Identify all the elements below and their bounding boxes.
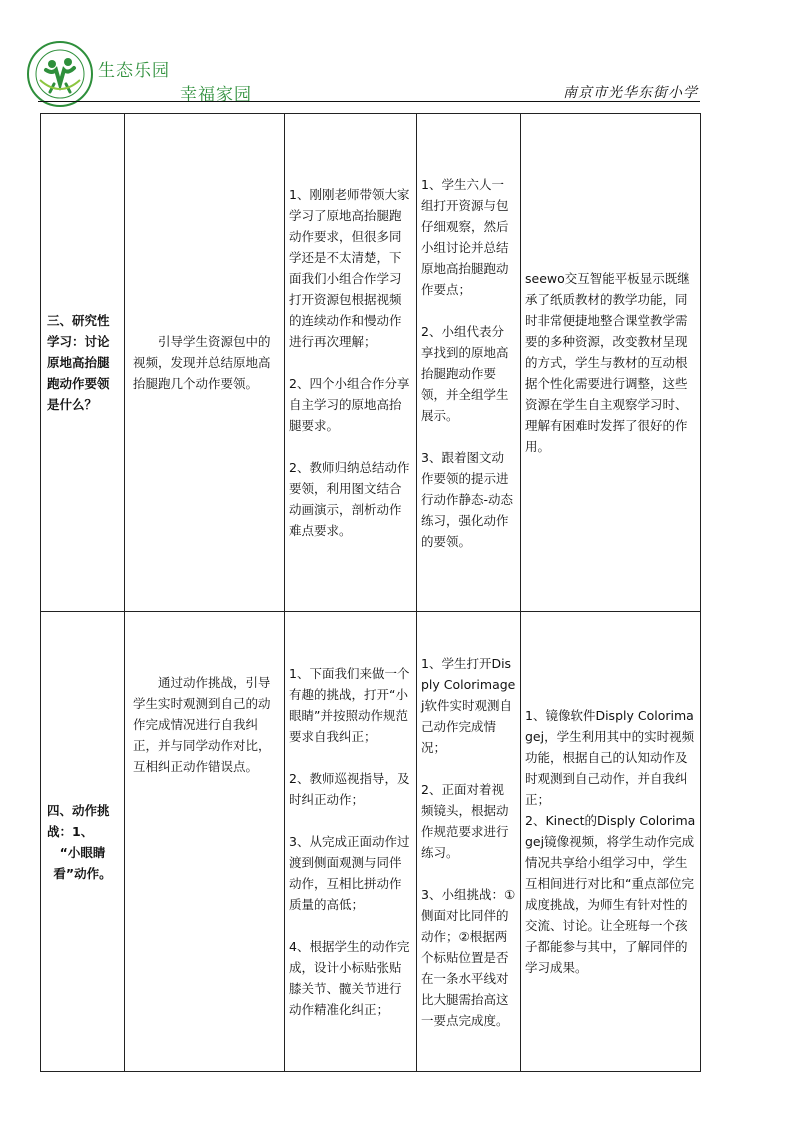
teacher-step: 2、四个小组合作分享自主学习的原地高抬腿要求。	[289, 376, 410, 433]
student-step: 1、学生六人一组打开资源与包仔细观察，然后小组讨论并总结原地高抬腿跑动作要点；	[421, 176, 509, 297]
student-step: 3、小组挑战：①侧面对比同伴的动作；②根据两个标贴位置是否在一条水平线对比大腿需抬高这一要点完成度。	[421, 886, 516, 1028]
section-title: 三、研究性学习：讨论原地高抬腿跑动作要领是什么？	[47, 313, 110, 412]
lesson-plan-table	[40, 113, 701, 1072]
student-step: 3、跟着图文动作要领的提示进行动作静态-动态练习，强化动作的要领。	[421, 449, 514, 549]
student-step: 1、学生打开Disply Colorimagej软件实时观测自己动作完成情况；	[421, 655, 516, 755]
teacher-activity-cell	[285, 612, 417, 1072]
tech-support-cell	[521, 114, 701, 612]
table-row	[41, 612, 701, 1072]
header-divider	[38, 101, 700, 102]
goal-text: 引导学生资源包中的视频，发现并总结原地高抬腿跑几个动作要领。	[133, 334, 271, 391]
student-activity-cell	[417, 612, 521, 1072]
tech-support-text: seewo交互智能平板显示既继承了纸质教材的教学功能，同时非常便捷地整合课堂教学需要的多种资源，改变教材呈现的方式，学生与教材的互动根据个性化需要进行调整，这些资源在学生自主观察学习时、理解有困难时发挥了很好的作用。	[525, 271, 690, 454]
teacher-activity-cell	[285, 114, 417, 612]
teacher-step: 3、从完成正面动作过渡到侧面观测与同伴动作，互相比拼动作质量的高低；	[289, 834, 410, 912]
goal-cell	[125, 612, 285, 1072]
teacher-step: 2、教师巡视指导，及时纠正动作；	[289, 771, 410, 807]
section-title-cell	[41, 612, 125, 1072]
teacher-step: 2、教师归纳总结动作要领，利用图文结合动画演示，剖析动作难点要求。	[289, 460, 410, 538]
page-header	[0, 0, 794, 110]
goal-cell	[125, 114, 285, 612]
school-logo-icon	[26, 40, 94, 108]
section-title-line: 四、动作挑战：1、	[47, 802, 110, 839]
teacher-step: 1、刚刚老师带领大家学习了原地高抬腿跑动作要求，但很多同学还是不太清楚，下面我们小组合作学习打开资源包根据视频的连续动作和慢动作进行再次理解；	[289, 187, 410, 349]
goal-text: 通过动作挑战，引导学生实时观测到自己的动作完成情况进行自我纠正，并与同学动作对比，互相纠正动作错误点。	[133, 675, 271, 774]
slogan-line-1: 生态乐园	[98, 61, 170, 81]
teacher-step: 4、根据学生的动作完成，设计小标贴张贴膝关节、髋关节进行动作精准化纠正；	[289, 939, 410, 1017]
section-title-cell	[41, 114, 125, 612]
section-title-line: “小眼睛看”动作。	[53, 844, 112, 881]
teacher-step: 1、下面我们来做一个有趣的挑战，打开“小眼睛”并按照动作规范要求自我纠正；	[289, 666, 410, 744]
student-activity-cell	[417, 114, 521, 612]
tech-support-cell	[521, 612, 701, 1072]
tech-support-item: 2、Kinect的Disply Colorimagej镜像视频，将学生动作完成情况共享给小组学习中，学生互相间进行对比和“重点部位完成度挑战，为师生有针对性的交流、讨论。让全班每一个孩子都能参与其中，了解同伴的学习成果。	[525, 813, 696, 975]
tech-support-item: 1、镜像软件Disply Colorimagej，学生利用其中的实时视频功能，根据自己的认知动作及时观测到自己动作，并自我纠正；	[525, 708, 695, 807]
student-step: 2、小组代表分享找到的原地高抬腿跑动作要领，并全组学生展示。	[421, 323, 509, 423]
school-name: 南京市光华东街小学	[563, 85, 698, 101]
student-step: 2、正面对着视频镜头，根据动作规范要求进行练习。	[421, 781, 509, 860]
table-row	[41, 114, 701, 612]
slogan-line-2: 幸福家园	[180, 85, 252, 105]
